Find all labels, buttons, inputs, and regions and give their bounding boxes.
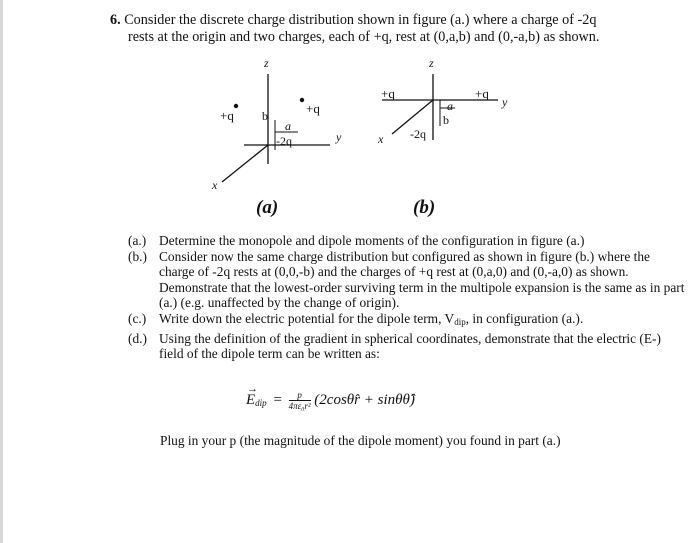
figure-b-x-label: x [378, 132, 384, 146]
part-c-subscript: dip [454, 316, 466, 327]
part-b [128, 249, 688, 311]
figure-a [211, 56, 342, 192]
question-heading [110, 12, 690, 46]
plug-in-instruction: Plug in your p (the magnitude of the dipole moment) you found in part (a.) [160, 433, 561, 448]
part-d-text: Using the definition of the gradient in spherical coordinates, demonstrate that the electric (E-) field of the dipole term can be written as: [159, 330, 661, 362]
part-c-text-before: Write down the electric potential for the dipole term, V [159, 310, 455, 326]
figure-b-charge-right: +q [475, 86, 489, 101]
figure-a-x-axis [222, 145, 268, 182]
figure-a-caption: (a) [256, 197, 279, 218]
figure-b-dim-a: a [447, 99, 453, 113]
part-a-text: Determine the monopole and dipole moments of the configuration in figure (a.) [159, 233, 585, 248]
figure-a-dim-a: a [285, 119, 291, 133]
part-b-label: (b.) [128, 248, 147, 264]
charge-figures [0, 50, 700, 200]
equation-fraction [289, 390, 311, 411]
figure-b-charge-left: +q [381, 86, 395, 101]
equation-equals: = [273, 391, 282, 408]
part-c-text [159, 311, 688, 331]
part-c-text-after: , in configuration (a.). [465, 310, 584, 326]
part-c [128, 311, 688, 331]
part-d-label: (d.) [128, 330, 147, 346]
question-number: 6. [110, 12, 121, 28]
figure-a-dim-b: b [262, 109, 268, 123]
figure-a-charge-dot-right [300, 98, 304, 102]
figure-b-y-label: y [502, 95, 508, 109]
part-c-label: (c.) [128, 310, 147, 326]
question-line-2: rests at the origin and two charges, each of +q, rest at (0,a,b) and (0,-a,b) as shown. [128, 29, 600, 45]
question-parts [128, 233, 688, 362]
figure-a-x-label: x [212, 178, 218, 192]
figure-b-charge-bottom: -2q [410, 127, 426, 141]
figure-b-z-label: z [429, 56, 434, 70]
figure-b-dim-b: b [443, 113, 449, 127]
figure-a-charge-right: +q [306, 101, 320, 116]
figure-a-z-label: z [264, 56, 269, 70]
question-line-1 [110, 12, 690, 29]
figure-b-caption: (b) [413, 197, 436, 218]
figure-a-charge-origin: -2q [276, 134, 292, 148]
equation-lhs-symbol: E [246, 391, 256, 408]
equation-lhs-subscript: dip [255, 397, 267, 408]
equation-denominator: 4πε₀r² [288, 401, 311, 411]
part-b-text: Consider now the same charge distribution but configured as shown in figure (b.) where the charge of -2q rests at (0,0,-b) and the charges of +q rest at (0,a,0) and (0,-a,0) as shown. Demonstrate that the lowest-order surviving term in the multipole expansion is the same as in part (a.) (e.g. unaffected by the change of origin). [159, 248, 685, 311]
figure-a-charge-left: +q [220, 108, 234, 123]
vector-arrow-icon: → [247, 382, 258, 395]
part-d [128, 331, 688, 362]
figure-b [377, 56, 508, 146]
question-intro: Consider the discrete charge distribution shown in figure (a.) where a charge of -2q [124, 12, 597, 28]
dipole-field-equation [246, 382, 415, 411]
part-a [128, 233, 688, 249]
figure-a-y-label: y [336, 130, 342, 144]
equation-lhs [246, 382, 267, 409]
part-a-label: (a.) [128, 233, 147, 248]
equation-numerator: p [297, 390, 302, 400]
figure-a-charge-dot-left [234, 104, 238, 108]
equation-rhs: (2cosθr̂ + sinθθ̂) [314, 391, 415, 408]
